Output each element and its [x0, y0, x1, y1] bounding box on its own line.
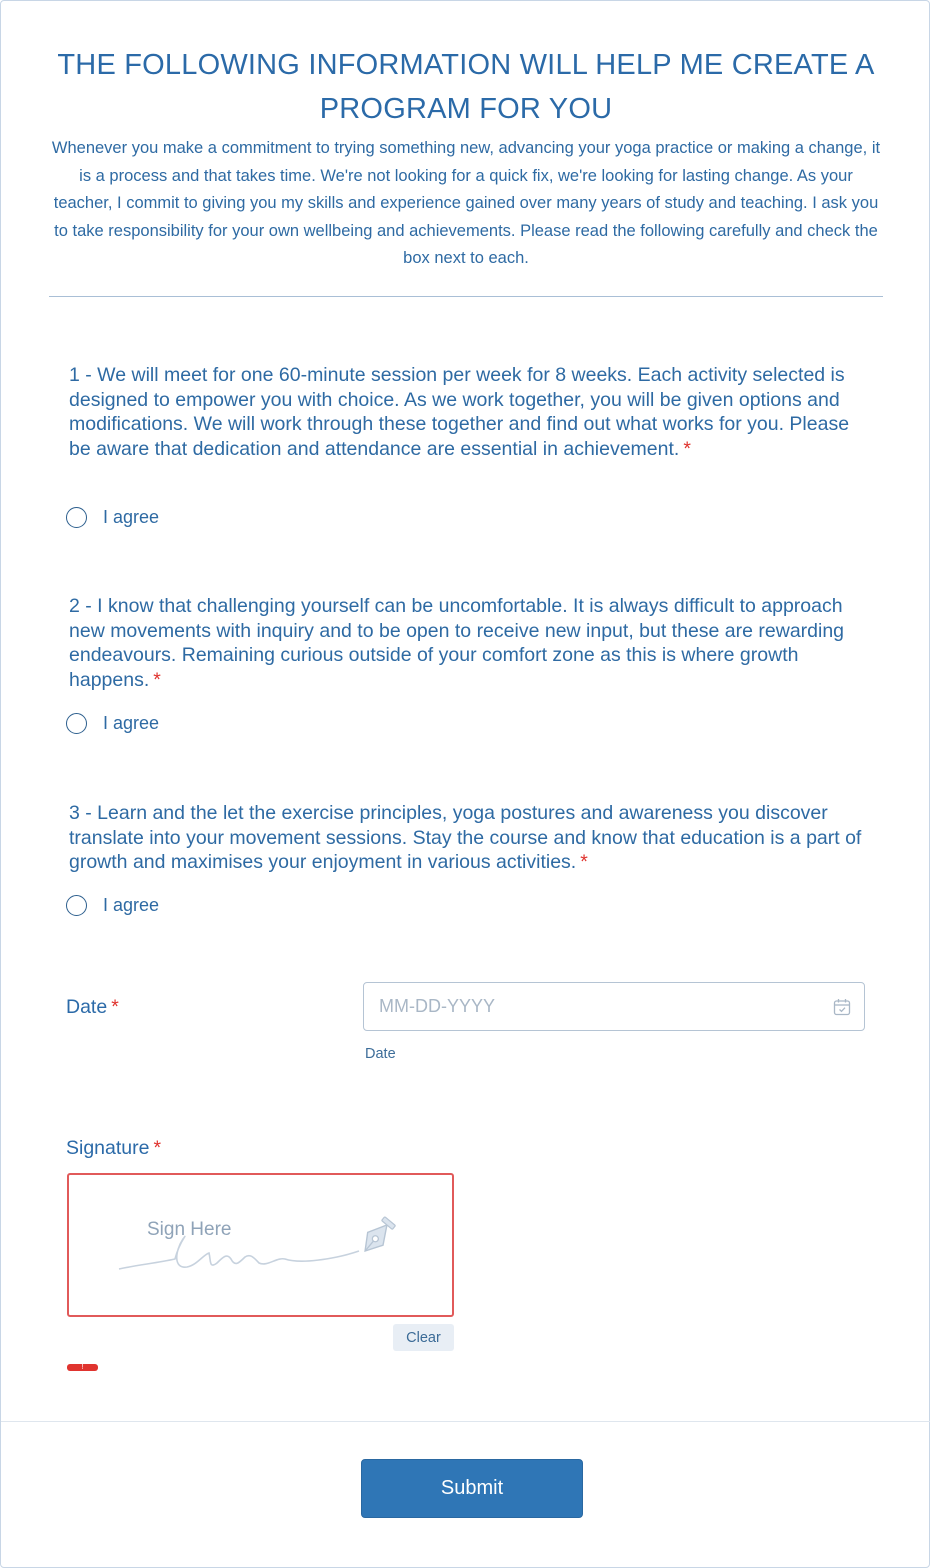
signature-hint: Sign Here — [147, 1219, 232, 1240]
pen-nib-icon — [353, 1215, 399, 1261]
form-header — [49, 43, 883, 273]
form-title: THE FOLLOWING INFORMATION WILL HELP ME CREATE A PROGRAM FOR YOU — [57, 49, 875, 125]
question-2-label: 2 - I know that challenging yourself can be uncomfortable. It is always difficult to approach new movements with inquiry and to be open to receive new input, but these are rewarding endeavours. Remaining curious outside of your comfort zone as this is where growth happens. — [69, 595, 845, 692]
question-1-label: 1 - We will meet for one 60-minute session per week for 8 weeks. Each activity selected is designed to empower you with choice. As we work together, you will be given options and modifications. We will work through these together and find out what works for you. Please be aware that dedication and attendance are essential in achievement. — [69, 364, 850, 461]
date-label-text: Date — [66, 996, 108, 1018]
question-3-label: 3 - Learn and the let the exercise principles, yoga postures and awareness you discover translate into your movement sessions. Stay the course and know that education is a part of growth and maximises your enjoyment in various activities. — [69, 802, 862, 874]
date-field[interactable] — [363, 982, 865, 1031]
submit-button[interactable]: Submit — [361, 1459, 583, 1518]
required-marker: * — [153, 1137, 162, 1159]
clear-signature-button[interactable]: Clear — [393, 1324, 454, 1351]
question-3-radio[interactable] — [66, 895, 87, 916]
signature-label-text: Signature — [66, 1137, 150, 1159]
date-input[interactable] — [377, 995, 821, 1018]
header-divider — [49, 296, 883, 297]
required-marker: * — [580, 851, 588, 874]
question-3-option-label[interactable]: I agree — [103, 894, 160, 915]
signature-error-flag: ! — [67, 1364, 98, 1371]
question-1-radio[interactable] — [66, 507, 87, 528]
question-1-option[interactable] — [66, 504, 159, 530]
question-2-text — [69, 594, 869, 693]
required-marker: * — [111, 996, 119, 1018]
question-2-option[interactable] — [66, 710, 159, 736]
question-2-radio[interactable] — [66, 713, 87, 734]
question-3-option[interactable] — [66, 892, 159, 918]
question-2-option-label[interactable]: I agree — [103, 712, 160, 733]
footer-divider — [1, 1421, 930, 1422]
date-label — [66, 996, 119, 1019]
required-marker: * — [153, 669, 161, 692]
signature-label — [66, 1137, 161, 1160]
date-sublabel: Date — [365, 1046, 396, 1062]
question-1-option-label[interactable]: I agree — [103, 506, 160, 527]
form-intro: Whenever you make a commitment to trying something new, advancing your yoga practice or making a change, it is a process and that takes time. We're not looking for a quick fix, we're looking for lasting change. As your teacher, I commit to giving you my skills and experience gained over many years of study and teaching. I ask you to take responsibility for your own wellbeing and achievements. Please read the following carefully and check the box next to each. — [51, 139, 881, 267]
calendar-icon[interactable] — [833, 998, 851, 1016]
question-1-text — [69, 363, 869, 462]
required-marker: * — [683, 438, 691, 461]
question-3-text — [69, 801, 869, 875]
